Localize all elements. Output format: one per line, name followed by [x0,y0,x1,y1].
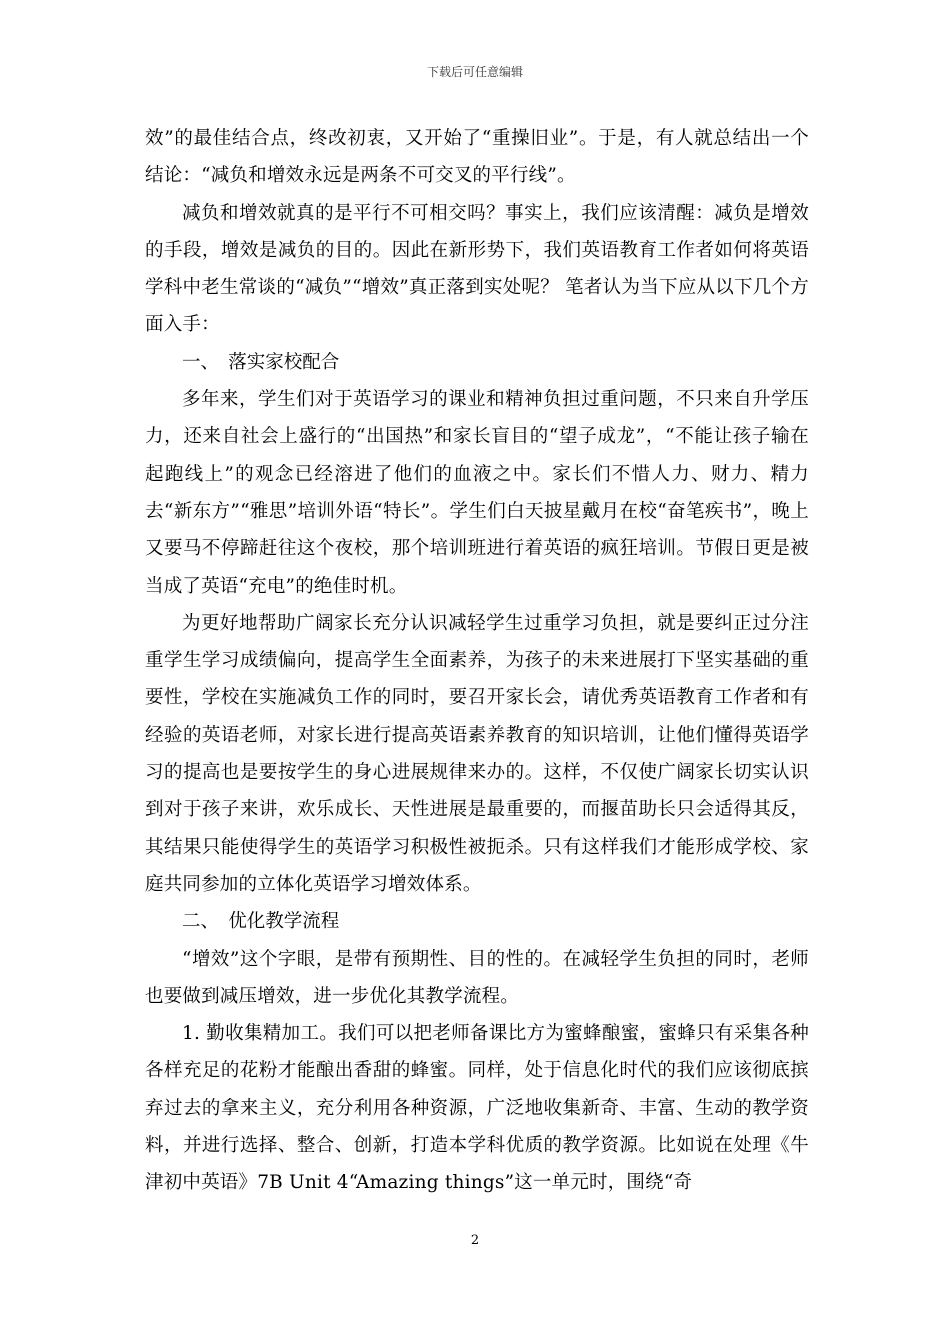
document-body [145,120,809,1202]
section-heading-2: 二、 优化教学流程 [182,911,340,933]
paragraph-intro: 减负和增效就真的是平行不可相交吗？事实上，我们应该清醒：减负是增效的手段，增效是减负的目的。因此在新形势下，我们英语教育工作者如何将英语学科中老生常谈的“减负”“增效”真正落到实处呢？ 笔者认为当下应从以下几个方面入手： [145,202,809,336]
paragraph-section1-b: 为更好地帮助广阔家长充分认识减轻学生过重学习负担，就是要纠正过分注重学生学习成绩偏向，提高学生全面素养，为孩子的未来进展打下坚实基础的重要性，学校在实施减负工作的同时，要召开家长会，请优秀英语教育工作者和有经验的英语老师，对家长进行提高英语素养教育的知识培训，让他们懂得英语学习的提高也是要按学生的身心进展规律来办的。这样，不仅使广阔家长切实认识到对于孩子来讲，欢乐成长、天性进展是最重要的，而揠苗助长只会适得其反，其结果只能使得学生的英语学习积极性被扼杀。只有这样我们才能形成学校、家庭共同参加的立体化英语学习增效体系。 [145,612,809,895]
section-heading-1: 一、 落实家校配合 [182,351,340,373]
page-header: 下载后可任意编辑 [426,65,523,79]
paragraph-section2-b: 1. 勤收集精加工。我们可以把老师备课比方为蜜蜂酿蜜，蜜蜂只有采集各种各样充足的花粉才能酿出香甜的蜂蜜。同样，处于信息化时代的我们应该彻底摈弃过去的拿来主义，充分利用各种资源，广泛地收集新奇、丰富、生动的教学资料，并进行选择、整合、创新，打造本学科优质的教学资源。比如说在处理《牛津初中英语》7B Unit 4“Amazing things”这一单元时，围绕“奇 [145,1023,809,1194]
paragraph-section1-a: 多年来，学生们对于英语学习的课业和精神负担过重问题，不只来自升学压力，还来自社会上盛行的“出国热”和家长盲目的“望子成龙”，“不能让孩子输在起跑线上”的观念已经溶进了他们的血液之中。家长们不惜人力、财力、精力去“新东方”“雅思”培训外语“特长”。学生们白天披星戴月在校“奋笔疾书”，晚上又要马不停蹄赶往这个夜校，那个培训班进行着英语的疯狂培训。节假日更是被当成了英语“充电”的绝佳时机。 [145,389,809,597]
paragraph-section2-a: “增效”这个字眼，是带有预期性、目的性的。在减轻学生负担的同时，老师也要做到减压增效，进一步优化其教学流程。 [145,948,809,1007]
page-number: 2 [470,1233,480,1248]
paragraph-continuation: 效”的最佳结合点，终改初衷，又开始了“重操旧业”。于是，有人就总结出一个结论：“减负和增效永远是两条不可交叉的平行线”。 [145,128,809,187]
